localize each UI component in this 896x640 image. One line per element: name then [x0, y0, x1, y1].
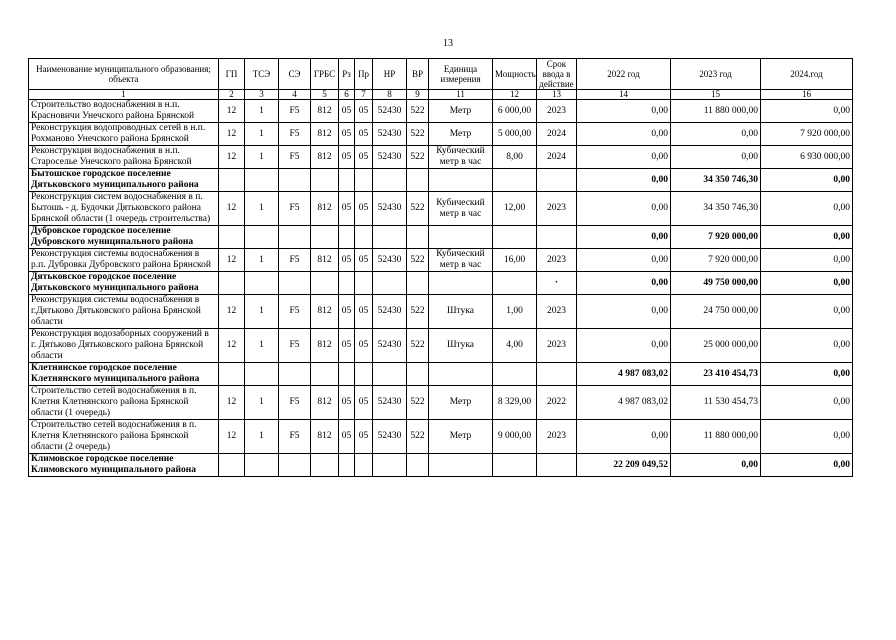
- cell-power: 6 000,00: [493, 100, 537, 123]
- name: Дубровское городское поселение Дубровского муниципального района: [29, 226, 219, 249]
- cell-se: [279, 363, 311, 386]
- cell-pr: [355, 169, 373, 192]
- cell-2023: 34 350 746,30: [671, 169, 761, 192]
- cell-power: 16,00: [493, 249, 537, 272]
- header-2022: 2022 год: [577, 59, 671, 90]
- cell-power: [493, 454, 537, 477]
- cell-2024: 0,00: [761, 363, 853, 386]
- cell-rz: 05: [339, 192, 355, 226]
- cell-nr: 52430: [373, 295, 407, 329]
- cell-gp: 12: [219, 100, 245, 123]
- cell-unit: Кубический метр в час: [429, 249, 493, 272]
- cell-tse: 1: [245, 249, 279, 272]
- cell-year: 2023: [537, 295, 577, 329]
- cell-nr: 52430: [373, 420, 407, 454]
- cell-vr: [407, 169, 429, 192]
- cell-grbs: 812: [311, 249, 339, 272]
- cell-rz: [339, 363, 355, 386]
- cell-grbs: 812: [311, 146, 339, 169]
- cell-vr: 522: [407, 329, 429, 363]
- column-number: 9: [407, 90, 429, 100]
- cell-pr: 05: [355, 100, 373, 123]
- cell-unit: Штука: [429, 329, 493, 363]
- cell-unit: Штука: [429, 295, 493, 329]
- header-tse: ТСЭ: [245, 59, 279, 90]
- name: Реконструкция системы водоснабжения в г.Дятьково Дятьковского района Брянской области: [29, 295, 219, 329]
- cell-pr: [355, 454, 373, 477]
- cell-2022: 0,00: [577, 169, 671, 192]
- page-number: 13: [443, 38, 453, 49]
- cell-2024: 0,00: [761, 249, 853, 272]
- cell-nr: 52430: [373, 192, 407, 226]
- table-body: [29, 100, 853, 477]
- cell-se: F5: [279, 146, 311, 169]
- cell-se: F5: [279, 386, 311, 420]
- cell-2023: 0,00: [671, 454, 761, 477]
- cell-gp: 12: [219, 420, 245, 454]
- cell-vr: 522: [407, 249, 429, 272]
- cell-2024: 0,00: [761, 192, 853, 226]
- header-row: [29, 59, 853, 90]
- cell-2022: 0,00: [577, 100, 671, 123]
- cell-gp: 12: [219, 295, 245, 329]
- cell-grbs: 812: [311, 420, 339, 454]
- table-row: [29, 100, 853, 123]
- cell-year: 2024: [537, 146, 577, 169]
- cell-power: 8,00: [493, 146, 537, 169]
- cell-gp: [219, 169, 245, 192]
- cell-year: 2023: [537, 100, 577, 123]
- column-number: 15: [671, 90, 761, 100]
- cell-unit: [429, 363, 493, 386]
- cell-2022: 0,00: [577, 295, 671, 329]
- cell-pr: [355, 363, 373, 386]
- column-number: 6: [339, 90, 355, 100]
- cell-unit: Метр: [429, 100, 493, 123]
- cell-2024: 6 930 000,00: [761, 146, 853, 169]
- cell-pr: 05: [355, 329, 373, 363]
- header-nr: НР: [373, 59, 407, 90]
- cell-se: F5: [279, 100, 311, 123]
- cell-se: F5: [279, 249, 311, 272]
- column-number: 14: [577, 90, 671, 100]
- header-power: Мощность: [493, 59, 537, 90]
- cell-vr: [407, 454, 429, 477]
- cell-nr: 52430: [373, 100, 407, 123]
- cell-pr: [355, 226, 373, 249]
- cell-nr: 52430: [373, 329, 407, 363]
- cell-grbs: 812: [311, 329, 339, 363]
- column-number: 13: [537, 90, 577, 100]
- cell-vr: 522: [407, 100, 429, 123]
- cell-power: [493, 169, 537, 192]
- cell-vr: 522: [407, 146, 429, 169]
- cell-2023: 25 000 000,00: [671, 329, 761, 363]
- cell-unit: [429, 272, 493, 295]
- cell-tse: 1: [245, 420, 279, 454]
- cell-gp: 12: [219, 146, 245, 169]
- cell-se: F5: [279, 192, 311, 226]
- cell-2024: 0,00: [761, 420, 853, 454]
- cell-2023: 7 920 000,00: [671, 249, 761, 272]
- cell-year: [537, 226, 577, 249]
- cell-grbs: 812: [311, 123, 339, 146]
- cell-grbs: [311, 169, 339, 192]
- cell-2023: 24 750 000,00: [671, 295, 761, 329]
- cell-nr: [373, 169, 407, 192]
- cell-2023: 34 350 746,30: [671, 192, 761, 226]
- cell-se: F5: [279, 420, 311, 454]
- column-number: 7: [355, 90, 373, 100]
- cell-power: [493, 363, 537, 386]
- cell-power: 9 000,00: [493, 420, 537, 454]
- cell-gp: [219, 363, 245, 386]
- cell-gp: [219, 226, 245, 249]
- cell-vr: 522: [407, 420, 429, 454]
- cell-2022: 22 209 049,52: [577, 454, 671, 477]
- name: Клетнянское городское поселение Клетнянского муниципального района: [29, 363, 219, 386]
- cell-rz: 05: [339, 249, 355, 272]
- cell-se: [279, 454, 311, 477]
- cell-2024: 0,00: [761, 329, 853, 363]
- header-pr: Пр: [355, 59, 373, 90]
- column-number: 11: [429, 90, 493, 100]
- cell-se: [279, 169, 311, 192]
- group-row: [29, 272, 853, 295]
- cell-grbs: [311, 363, 339, 386]
- cell-year: 2024: [537, 123, 577, 146]
- table-row: [29, 146, 853, 169]
- cell-rz: [339, 272, 355, 295]
- cell-grbs: 812: [311, 100, 339, 123]
- header-unit: Единица измерения: [429, 59, 493, 90]
- cell-se: F5: [279, 123, 311, 146]
- cell-vr: 522: [407, 192, 429, 226]
- cell-tse: 1: [245, 386, 279, 420]
- cell-2022: 0,00: [577, 329, 671, 363]
- table-row: [29, 295, 853, 329]
- cell-2023: 11 880 000,00: [671, 420, 761, 454]
- cell-grbs: [311, 272, 339, 295]
- column-number: 16: [761, 90, 853, 100]
- header-name: Наименование муниципального образования; объекта: [29, 59, 219, 90]
- cell-2024: 0,00: [761, 454, 853, 477]
- cell-grbs: 812: [311, 386, 339, 420]
- cell-year: 2023: [537, 329, 577, 363]
- cell-power: 1,00: [493, 295, 537, 329]
- cell-nr: [373, 363, 407, 386]
- table-row: [29, 249, 853, 272]
- cell-rz: 05: [339, 146, 355, 169]
- cell-rz: [339, 226, 355, 249]
- cell-rz: [339, 454, 355, 477]
- group-row: [29, 226, 853, 249]
- cell-nr: 52430: [373, 123, 407, 146]
- cell-se: F5: [279, 295, 311, 329]
- column-number: 4: [279, 90, 311, 100]
- cell-2023: 0,00: [671, 146, 761, 169]
- cell-pr: 05: [355, 249, 373, 272]
- cell-pr: 05: [355, 420, 373, 454]
- cell-power: 5 000,00: [493, 123, 537, 146]
- cell-power: [493, 226, 537, 249]
- column-number: 12: [493, 90, 537, 100]
- cell-nr: [373, 454, 407, 477]
- cell-2022: 0,00: [577, 146, 671, 169]
- cell-pr: 05: [355, 146, 373, 169]
- cell-power: 12,00: [493, 192, 537, 226]
- column-number: 3: [245, 90, 279, 100]
- name: Реконструкция водоснабжения в н.п. Староселье Унечского района Брянской: [29, 146, 219, 169]
- name: Дятьковское городское поселение Дятьковского муниципального района: [29, 272, 219, 295]
- cell-tse: 1: [245, 329, 279, 363]
- name: Реконструкция систем водоснабжения в п. Бытошь - д. Будочки Дятьковского района Брянской области (1 очередь строительства): [29, 192, 219, 226]
- cell-gp: [219, 454, 245, 477]
- cell-unit: [429, 226, 493, 249]
- cell-power: [493, 272, 537, 295]
- cell-unit: Метр: [429, 123, 493, 146]
- table-row: [29, 192, 853, 226]
- table-row: [29, 329, 853, 363]
- cell-tse: 1: [245, 123, 279, 146]
- group-row: [29, 169, 853, 192]
- cell-tse: [245, 169, 279, 192]
- group-row: [29, 363, 853, 386]
- cell-year: 2023: [537, 192, 577, 226]
- cell-2023: 11 530 454,73: [671, 386, 761, 420]
- cell-tse: [245, 226, 279, 249]
- cell-2022: 0,00: [577, 420, 671, 454]
- header-rz: Рз: [339, 59, 355, 90]
- cell-pr: 05: [355, 192, 373, 226]
- header-2023: 2023 год: [671, 59, 761, 90]
- column-number: 5: [311, 90, 339, 100]
- cell-se: F5: [279, 329, 311, 363]
- name: Бытошское городское поселение Дятьковского муниципального района: [29, 169, 219, 192]
- cell-2023: 23 410 454,73: [671, 363, 761, 386]
- cell-vr: 522: [407, 386, 429, 420]
- header-vr: ВР: [407, 59, 429, 90]
- cell-2022: 0,00: [577, 272, 671, 295]
- cell-2024: 0,00: [761, 169, 853, 192]
- cell-year: 2023: [537, 420, 577, 454]
- cell-nr: [373, 272, 407, 295]
- cell-pr: 05: [355, 386, 373, 420]
- group-row: [29, 454, 853, 477]
- name: Строительство водоснабжения в н.п. Красновичи Унечского района Брянской: [29, 100, 219, 123]
- cell-nr: [373, 226, 407, 249]
- cell-rz: 05: [339, 295, 355, 329]
- cell-gp: 12: [219, 123, 245, 146]
- cell-nr: 52430: [373, 146, 407, 169]
- cell-gp: 12: [219, 329, 245, 363]
- cell-power: 4,00: [493, 329, 537, 363]
- table-row: [29, 123, 853, 146]
- column-number: 1: [29, 90, 219, 100]
- cell-se: [279, 272, 311, 295]
- cell-2024: 0,00: [761, 295, 853, 329]
- name: Строительство сетей водоснабжения в п. Клетня Клетнянского района Брянской области (1 очередь): [29, 386, 219, 420]
- cell-2024: 0,00: [761, 226, 853, 249]
- cell-grbs: [311, 454, 339, 477]
- cell-rz: 05: [339, 386, 355, 420]
- header-2024: 2024.год: [761, 59, 853, 90]
- cell-unit: [429, 169, 493, 192]
- header-year: Срок ввода в действие: [537, 59, 577, 90]
- cell-year: 2022: [537, 386, 577, 420]
- cell-se: [279, 226, 311, 249]
- cell-unit: Метр: [429, 420, 493, 454]
- column-number: 8: [373, 90, 407, 100]
- cell-2022: 0,00: [577, 123, 671, 146]
- cell-pr: [355, 272, 373, 295]
- cell-2022: 4 987 083,02: [577, 363, 671, 386]
- cell-pr: 05: [355, 295, 373, 329]
- cell-vr: 522: [407, 123, 429, 146]
- cell-tse: [245, 363, 279, 386]
- cell-unit: [429, 454, 493, 477]
- cell-2023: 0,00: [671, 123, 761, 146]
- cell-2024: 0,00: [761, 100, 853, 123]
- cell-grbs: 812: [311, 295, 339, 329]
- cell-rz: 05: [339, 329, 355, 363]
- cell-2024: 0,00: [761, 272, 853, 295]
- cell-nr: 52430: [373, 249, 407, 272]
- cell-grbs: [311, 226, 339, 249]
- cell-gp: [219, 272, 245, 295]
- cell-rz: [339, 169, 355, 192]
- cell-vr: [407, 272, 429, 295]
- cell-tse: 1: [245, 100, 279, 123]
- cell-2022: 4 987 083,02: [577, 386, 671, 420]
- column-number: 2: [219, 90, 245, 100]
- cell-tse: [245, 272, 279, 295]
- cell-rz: 05: [339, 420, 355, 454]
- cell-vr: 522: [407, 295, 429, 329]
- cell-2022: 0,00: [577, 226, 671, 249]
- header-grbs: ГРБС: [311, 59, 339, 90]
- cell-2024: 0,00: [761, 386, 853, 420]
- cell-2023: 7 920 000,00: [671, 226, 761, 249]
- cell-gp: 12: [219, 249, 245, 272]
- name: Климовское городское поселение Климовского муниципального района: [29, 454, 219, 477]
- cell-rz: 05: [339, 100, 355, 123]
- cell-year: [537, 363, 577, 386]
- cell-year: [537, 169, 577, 192]
- cell-year: [537, 454, 577, 477]
- cell-tse: [245, 454, 279, 477]
- cell-tse: 1: [245, 146, 279, 169]
- cell-tse: 1: [245, 295, 279, 329]
- table-row: [29, 420, 853, 454]
- cell-unit: Кубический метр в час: [429, 146, 493, 169]
- cell-rz: 05: [339, 123, 355, 146]
- cell-gp: 12: [219, 192, 245, 226]
- cell-2024: 7 920 000,00: [761, 123, 853, 146]
- name: Реконструкция водопроводных сетей в н.п. Рохманово Унечского района Брянской: [29, 123, 219, 146]
- cell-pr: 05: [355, 123, 373, 146]
- header-se: СЭ: [279, 59, 311, 90]
- cell-vr: [407, 363, 429, 386]
- cell-power: 8 329,00: [493, 386, 537, 420]
- cell-vr: [407, 226, 429, 249]
- header-gp: ГП: [219, 59, 245, 90]
- cell-year: 2023: [537, 249, 577, 272]
- name: Реконструкция водозаборных сооружений в г. Дятьково Дятьковского района Брянской области: [29, 329, 219, 363]
- cell-nr: 52430: [373, 386, 407, 420]
- cell-2023: 11 880 000,00: [671, 100, 761, 123]
- cell-grbs: 812: [311, 192, 339, 226]
- cell-unit: Кубический метр в час: [429, 192, 493, 226]
- cell-2022: 0,00: [577, 249, 671, 272]
- name: Реконструкция системы водоснабжения в р.п. Дубровка Дубровского района Брянской: [29, 249, 219, 272]
- cell-year: ·: [537, 272, 577, 295]
- cell-tse: 1: [245, 192, 279, 226]
- budget-table: [28, 58, 853, 477]
- cell-gp: 12: [219, 386, 245, 420]
- cell-2023: 49 750 000,00: [671, 272, 761, 295]
- name: Строительство сетей водоснабжения в п. Клетня Клетнянского района Брянской области (2 очередь): [29, 420, 219, 454]
- cell-unit: Метр: [429, 386, 493, 420]
- column-numbers-row: [29, 90, 853, 100]
- cell-2022: 0,00: [577, 192, 671, 226]
- table-row: [29, 386, 853, 420]
